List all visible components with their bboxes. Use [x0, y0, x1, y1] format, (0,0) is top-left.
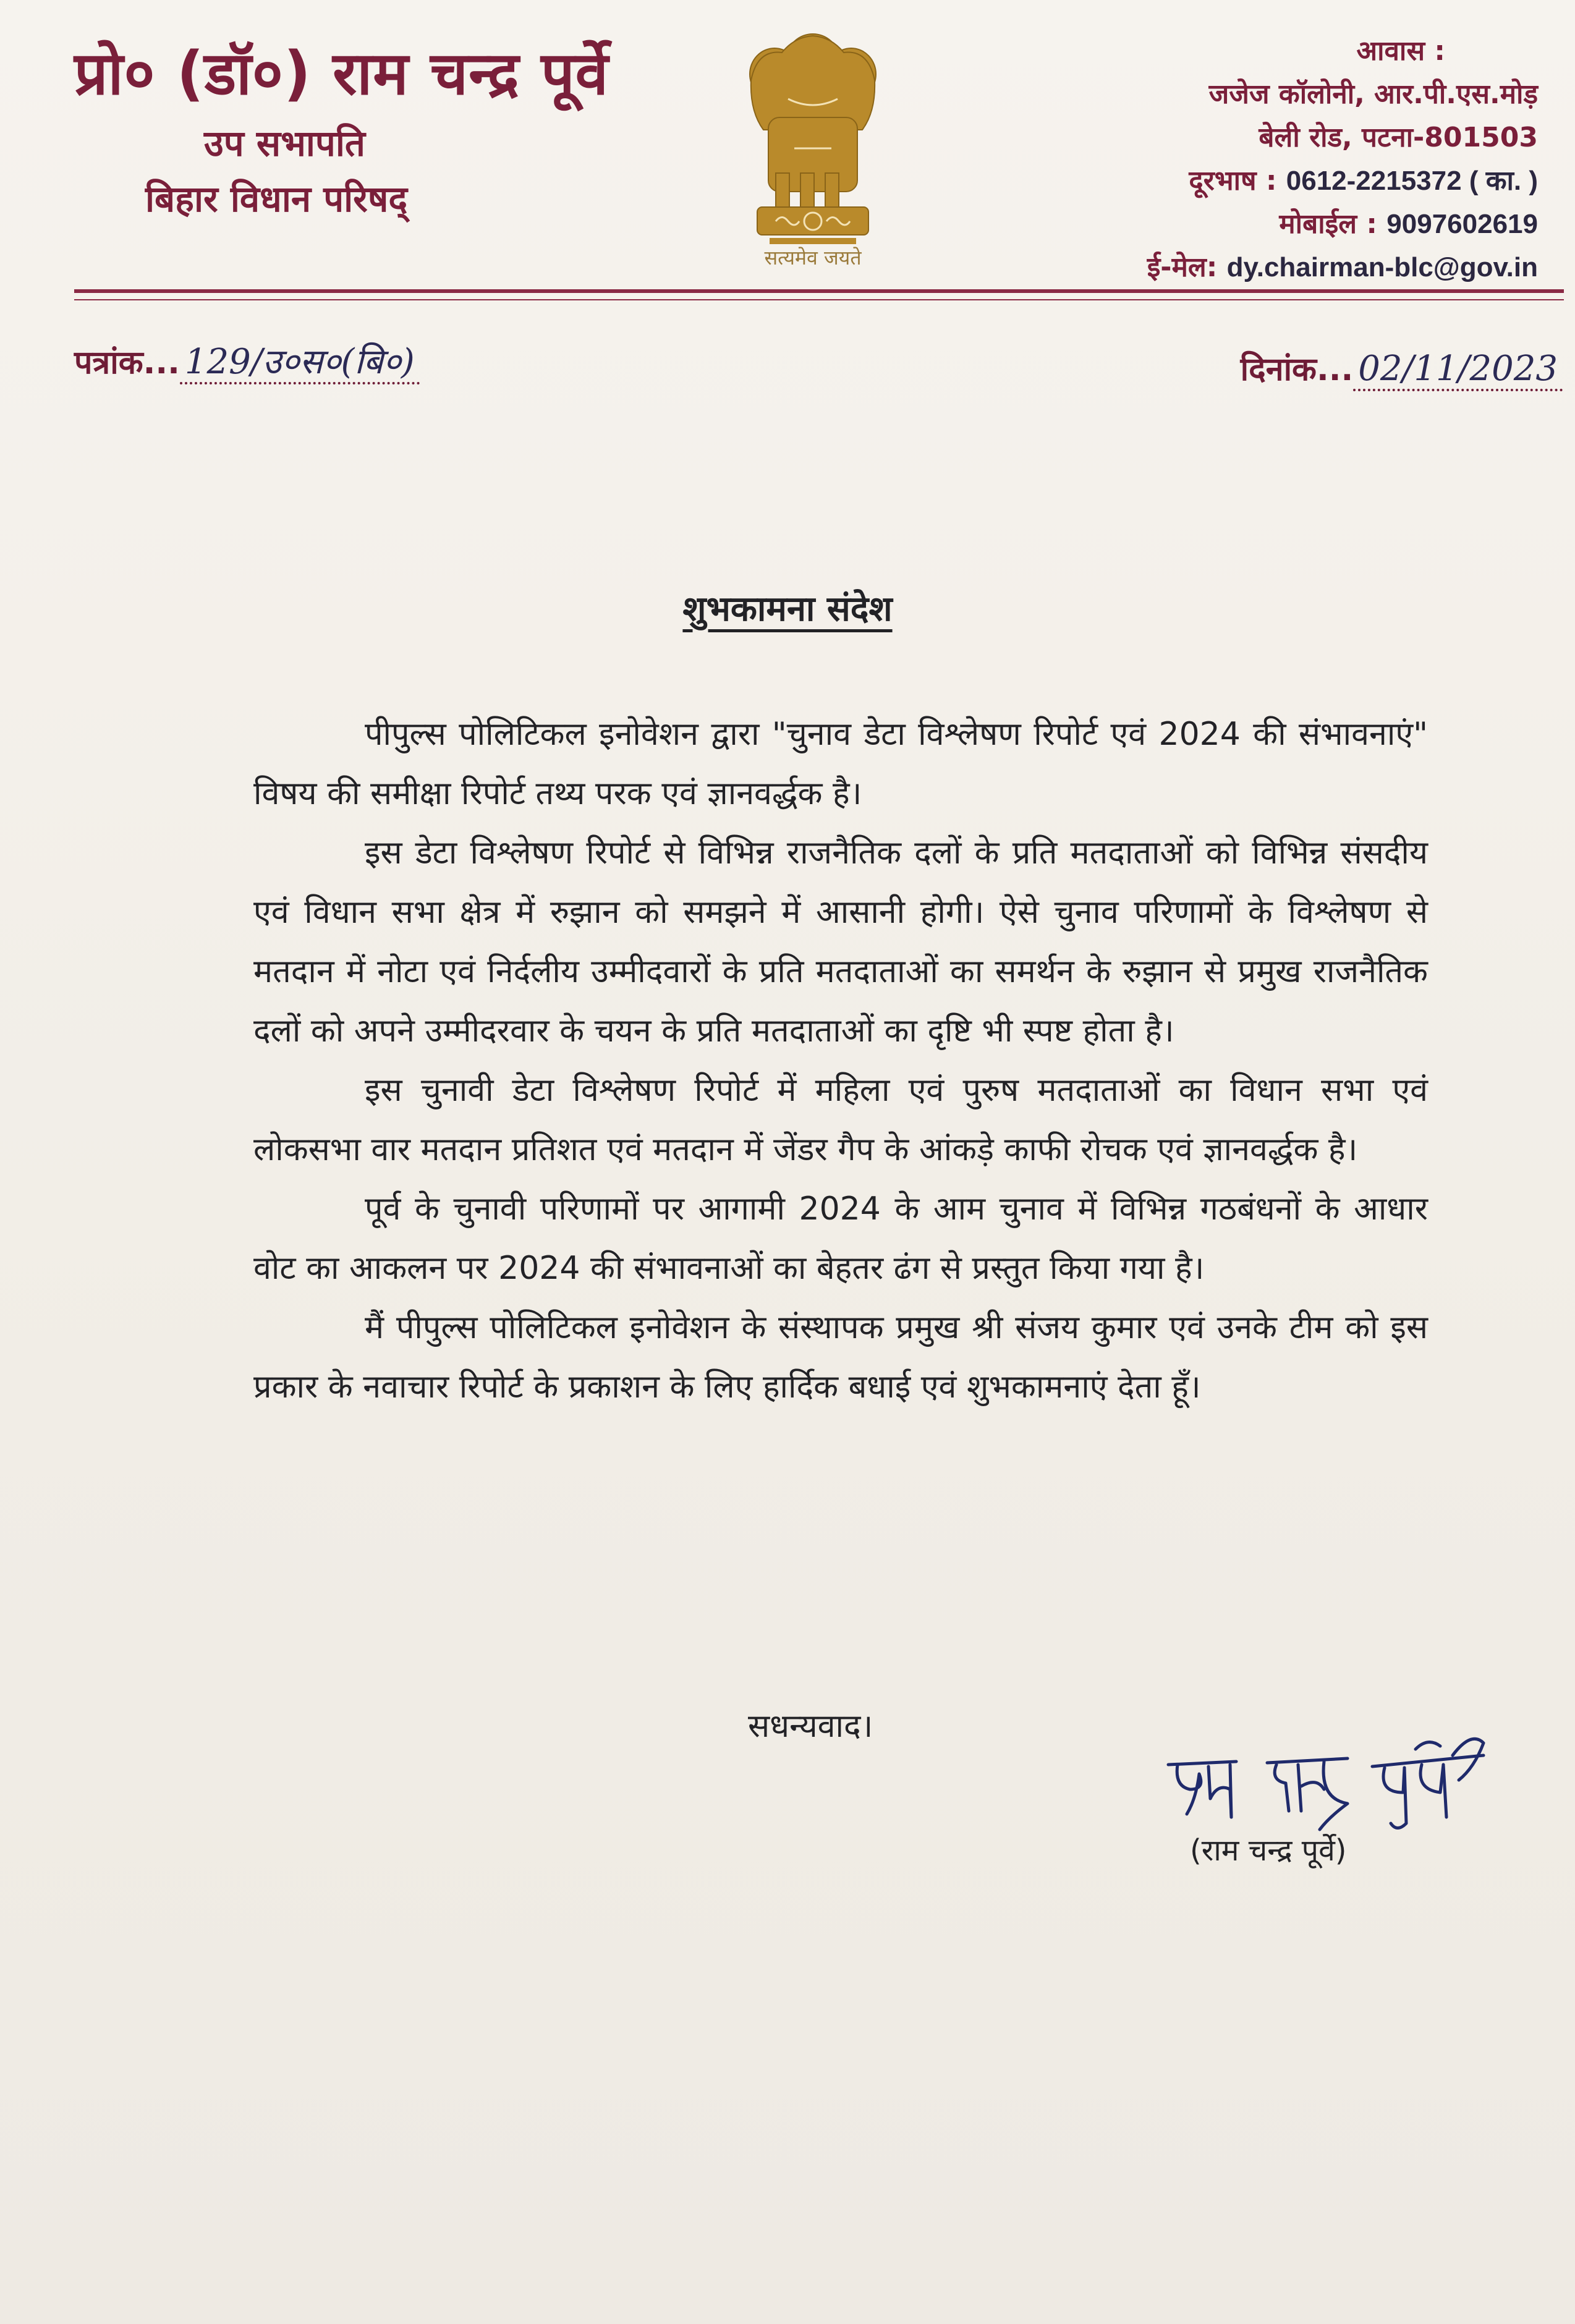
paragraph: इस डेटा विश्लेषण रिपोर्ट से विभिन्न राजनैतिक दलों के प्रति मतदाताओं को विभिन्न संसदीय एवं विधान सभा क्षेत्र में रुझान को समझने में आसानी होगी। ऐसे चुनाव परिणामों के विश्लेषण से मतदान में नोटा एवं निर्दलीय उम्मीदवारों के प्रति मतदाताओं का समर्थन के रुझान से प्रमुख राजनैतिक दलों को अपने उम्मीदरवार के चयन के प्रति मतदाताओं का दृष्टि भी स्पष्ट होता है। — [253, 834, 1428, 1050]
mobile-number: 9097602619 — [1386, 209, 1538, 239]
phone-number: 0612-2215372 ( का. ) — [1286, 166, 1538, 196]
paragraph: पूर्व के चुनावी परिणामों पर आगामी 2024 के आम चुनाव में विभिन्न गठबंधनों के आधार वोट का आकलन पर 2024 की संभावनाओं का बेहतर ढंग से प्रस्तुत किया गया है। — [253, 1190, 1428, 1287]
date-value: 02/11/2023 — [1353, 349, 1563, 391]
letterhead-divider — [74, 289, 1564, 293]
letter-body — [253, 705, 1428, 1417]
email-line — [1068, 246, 1538, 289]
reference-value: 129/उ०स०(बि०) — [180, 342, 420, 384]
paragraph: मैं पीपुल्स पोलिटिकल इनोवेशन के संस्थापक प्रमुख श्री संजय कुमार एवं उनके टीम को इस प्रकार के नवाचार रिपोर्ट के प्रकाशन के लिए हार्दिक बधाई एवं शुभकामनाएं देता हूँ। — [253, 1309, 1428, 1406]
address-heading: आवास : — [1356, 35, 1445, 67]
reference-label: पत्रांक... — [74, 344, 180, 381]
letter-title: शुभकामना संदेश — [682, 589, 893, 629]
emblem-motto: सत्यमेव जयते — [764, 246, 862, 269]
paragraph: पीपुल्स पोलिटिकल इनोवेशन द्वारा "चुनाव डेटा विश्लेषण रिपोर्ट एवं 2024 की संभावनाएं" विषय की समीक्षा रिपोर्ट तथ्य परक एवं ज्ञानवर्द्धक है। — [253, 716, 1428, 812]
mobile-line — [1068, 203, 1538, 246]
reference-number — [74, 337, 420, 384]
email-address[interactable]: dy.chairman-blc@gov.in — [1226, 252, 1538, 282]
mobile-label: मोबाईल : — [1279, 208, 1377, 240]
paragraph: इस चुनावी डेटा विश्लेषण रिपोर्ट में महिला एवं पुरुष मतदाताओं का विधान सभा एवं लोकसभा वार मतदान प्रतिशत एवं मतदान में जेंडर गैप के आंकड़े काफी रोचक एवं ज्ञानवर्द्धक है। — [253, 1072, 1428, 1168]
sender-name: प्रो० (डॉ०) राम चन्द्र पूर्वे — [74, 39, 609, 108]
letter-date — [1241, 346, 1563, 390]
national-emblem-icon — [732, 25, 893, 260]
phone-line — [1068, 159, 1538, 203]
date-label: दिनांक... — [1240, 351, 1354, 388]
address-line-2: बेली रोड, पटना-801503 — [1259, 122, 1538, 153]
closing-thanks: सधन्यवाद। — [748, 1708, 873, 1745]
sender-designation: उप सभापति — [204, 122, 365, 164]
email-label: ई-मेल: — [1147, 252, 1218, 283]
phone-label: दूरभाष : — [1189, 165, 1277, 197]
address-block — [1068, 30, 1538, 289]
address-line-1: जजेज कॉलोनी, आर.पी.एस.मोड़ — [1208, 78, 1538, 110]
signatory-name: (राम चन्द्र पूर्वे) — [1190, 1833, 1347, 1868]
sender-council: बिहार विधान परिषद् — [145, 178, 408, 220]
letterhead-divider-thin — [74, 299, 1564, 300]
handwritten-signature — [1162, 1731, 1496, 1836]
